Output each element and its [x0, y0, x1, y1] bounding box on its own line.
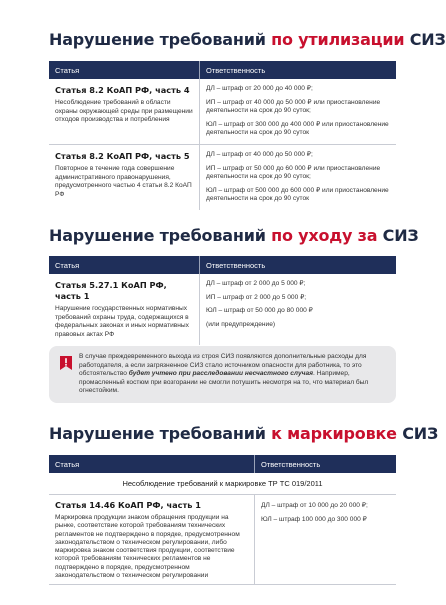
penalty-table	[49, 455, 396, 585]
article-description: Нарушение государственных нормативных требований охраны труда, содержащихся в федеральных законах и иных нормативных правовых актах РФ	[55, 305, 189, 338]
article-title: Статья 5.27.1 КоАП РФ, часть 1	[55, 280, 167, 301]
section-disposal	[49, 30, 446, 210]
penalty-line: ЮЛ – штраф от 500 000 до 600 000 ₽ или приостановление деятельности на срок до 90 суток	[206, 186, 389, 203]
note-emphasis: будет учтено при расследовании несчастного случая	[128, 370, 313, 378]
table-row	[49, 79, 396, 145]
note-text: В случае преждевременного выхода из строя СИЗ появляются дополнительные расходы для работодателя, а если загрязненное СИЗ стало источником опасности для работника, то это обстоятельство	[79, 353, 367, 378]
penalty-line: ДЛ – штраф от 10 000 до 20 000 ₽;	[261, 502, 368, 509]
table-header	[49, 455, 396, 473]
penalty-line: ЮЛ – штраф от 300 000 до 400 000 ₽ или приостановление деятельности на срок до 90 суток	[206, 120, 389, 137]
penalty-table	[49, 256, 396, 345]
header-article: Статья	[55, 260, 80, 270]
table-header	[49, 256, 396, 274]
article-title: Статья 8.2 КоАП РФ, часть 5	[55, 150, 190, 161]
penalty-line: ДЛ – штраф от 2 000 до 5 000 ₽;	[206, 280, 306, 287]
penalty-table	[49, 61, 396, 210]
table-row	[49, 495, 396, 585]
header-article: Статья	[55, 459, 80, 469]
section-title: Нарушение требований по утилизации СИЗ	[49, 30, 446, 49]
table-row	[49, 145, 396, 210]
penalty-line: ЮЛ – штраф 100 000 до 300 000 ₽	[261, 515, 367, 523]
table-row	[49, 274, 396, 345]
info-note	[49, 346, 396, 403]
penalty-line: ДЛ – штраф от 20 000 до 40 000 ₽;	[206, 85, 313, 92]
table-header	[49, 61, 396, 79]
article-title: Статья 8.2 КоАП РФ, часть 4	[55, 85, 190, 95]
penalty-line: ИП – штраф от 40 000 до 50 000 ₽ или приостановление деятельности на срок до 90 суток;	[206, 98, 381, 115]
header-responsibility: Ответственность	[199, 256, 396, 274]
article-description: Повторное в течение года совершение административного правонарушения, предусмотренного частью 4 статьи 8.2 КоАП РФ	[55, 164, 192, 198]
section-marking	[49, 424, 439, 585]
section-title: Нарушение требований к маркировке СИЗ	[49, 424, 439, 443]
article-title: Статья 14.46 КоАП РФ, часть 1	[55, 500, 201, 510]
header-article: Статья	[55, 65, 80, 75]
penalty-line: ИП – штраф от 2 000 до 5 000 ₽;	[206, 293, 307, 301]
penalty-line: ЮЛ – штраф от 50 000 до 80 000 ₽	[206, 307, 313, 315]
penalty-line: ДЛ – штраф от 40 000 до 50 000 ₽;	[206, 150, 313, 158]
note-text-tail: . Например, промасленный костюм при возгорании не смогли потушить несмотря на то, что материал был огнестойким.	[79, 370, 369, 395]
alert-flag-icon	[59, 355, 73, 371]
article-description: Несоблюдение требований в области охраны окружающей среды при размещении отходов производства и потребления	[55, 99, 193, 124]
section-care	[49, 226, 419, 345]
header-responsibility: Ответственность	[254, 455, 396, 473]
penalty-line: (или предупреждение)	[206, 320, 276, 328]
article-description: Маркировка продукции знаком обращения продукции на рынке, соответствие которой требованиям технических регламентов не подтверждено в порядке, предусмотренном законодательством о техническом регулировании, либо маркировка знаком соответствия продукции, соответствие которой требованиям технических регламентов не подтверждено в порядке, предусмотренном законодательством о техническом регулировании	[55, 514, 240, 580]
penalty-line: ИП – штраф от 50 000 до 60 000 ₽ или приостановление деятельности на срок до 90 суток;	[206, 164, 381, 181]
table-subheading: Несоблюдение требований к маркировке ТР ТС 019/2011	[49, 473, 396, 495]
header-responsibility: Ответственность	[199, 61, 396, 79]
section-title: Нарушение требований по уходу за СИЗ	[49, 226, 419, 245]
